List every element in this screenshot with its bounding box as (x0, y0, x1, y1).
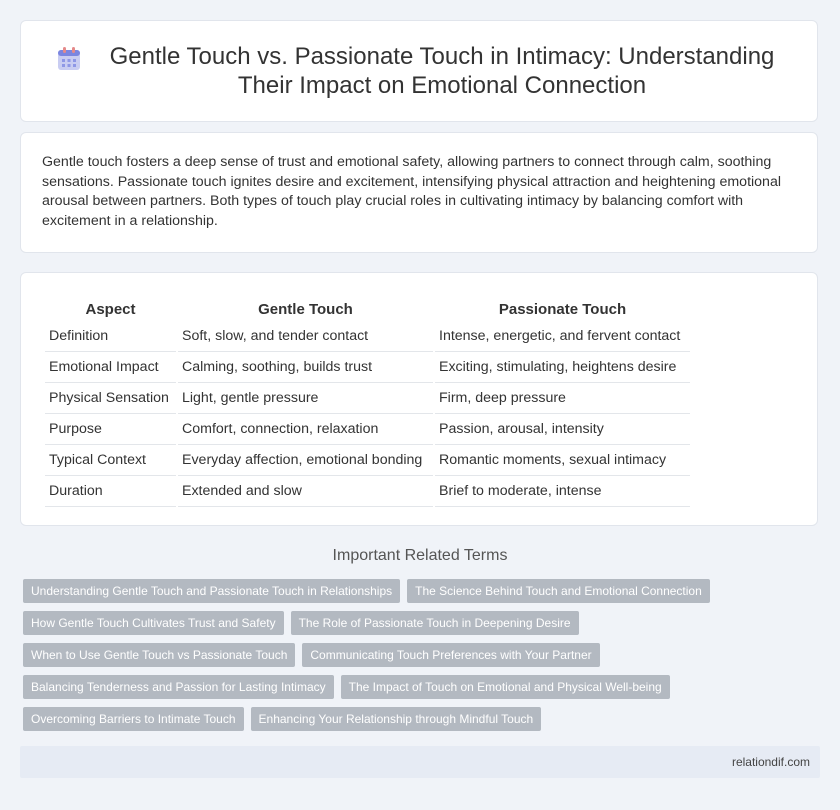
table-cell: Soft, slow, and tender contact (178, 321, 433, 352)
comparison-table (43, 297, 692, 507)
table-cell: Light, gentle pressure (178, 383, 433, 414)
table-row (45, 445, 690, 476)
table-cell: Romantic moments, sexual intimacy (435, 445, 690, 476)
table-cell: Extended and slow (178, 476, 433, 507)
calendar-icon (56, 46, 82, 72)
table-cell: Everyday affection, emotional bonding (178, 445, 433, 476)
page-title: Gentle Touch vs. Passionate Touch in Intimacy: Understanding Their Impact on Emotional Connection (109, 43, 775, 99)
related-terms-title: Important Related Terms (332, 547, 508, 564)
footer-site-link[interactable]: relationdif.com (731, 755, 810, 769)
column-header: Gentle Touch (258, 300, 353, 318)
related-term-tag[interactable]: Overcoming Barriers to Intimate Touch (23, 707, 244, 731)
column-header: Passionate Touch (498, 300, 627, 318)
table-row (45, 352, 690, 383)
table-cell: Duration (45, 476, 176, 507)
intro-card (20, 132, 818, 253)
table-cell: Purpose (45, 414, 176, 445)
related-term-tag[interactable]: Balancing Tenderness and Passion for Lasting Intimacy (23, 675, 334, 699)
related-terms-list (23, 579, 813, 739)
intro-text: Gentle touch fosters a deep sense of trust and emotional safety, allowing partners to connect through calm, soothing sensations. Passionate touch ignites desire and excitement, intensifying physical attraction and heightening emotional arousal between partners. Both types of touch play crucial roles in cultivating intimacy by balancing comfort with excitement in a relationship. (42, 154, 781, 229)
table-cell: Exciting, stimulating, heightens desire (435, 352, 690, 383)
footer (20, 746, 820, 778)
column-header: Aspect (85, 300, 136, 318)
comparison-card (20, 272, 818, 526)
table-cell: Firm, deep pressure (435, 383, 690, 414)
related-term-tag[interactable]: How Gentle Touch Cultivates Trust and Safety (23, 611, 284, 635)
header-card (20, 20, 818, 122)
table-cell: Comfort, connection, relaxation (178, 414, 433, 445)
related-term-tag[interactable]: Enhancing Your Relationship through Mindful Touch (251, 707, 542, 731)
table-row (45, 414, 690, 445)
table-row (45, 383, 690, 414)
related-term-tag[interactable]: The Science Behind Touch and Emotional Connection (407, 579, 710, 603)
table-row (45, 321, 690, 352)
table-cell: Typical Context (45, 445, 176, 476)
related-term-tag[interactable]: Communicating Touch Preferences with Your Partner (302, 643, 599, 667)
table-cell: Passion, arousal, intensity (435, 414, 690, 445)
table-header-row (45, 297, 690, 321)
table-cell: Calming, soothing, builds trust (178, 352, 433, 383)
table-cell: Brief to moderate, intense (435, 476, 690, 507)
table-cell: Definition (45, 321, 176, 352)
related-term-tag[interactable]: Understanding Gentle Touch and Passionate Touch in Relationships (23, 579, 400, 603)
table-cell: Emotional Impact (45, 352, 176, 383)
related-term-tag[interactable]: The Role of Passionate Touch in Deepening Desire (291, 611, 579, 635)
table-row (45, 476, 690, 507)
related-term-tag[interactable]: The Impact of Touch on Emotional and Physical Well-being (341, 675, 670, 699)
related-term-tag[interactable]: When to Use Gentle Touch vs Passionate Touch (23, 643, 295, 667)
table-cell: Physical Sensation (45, 383, 176, 414)
table-cell: Intense, energetic, and fervent contact (435, 321, 690, 352)
